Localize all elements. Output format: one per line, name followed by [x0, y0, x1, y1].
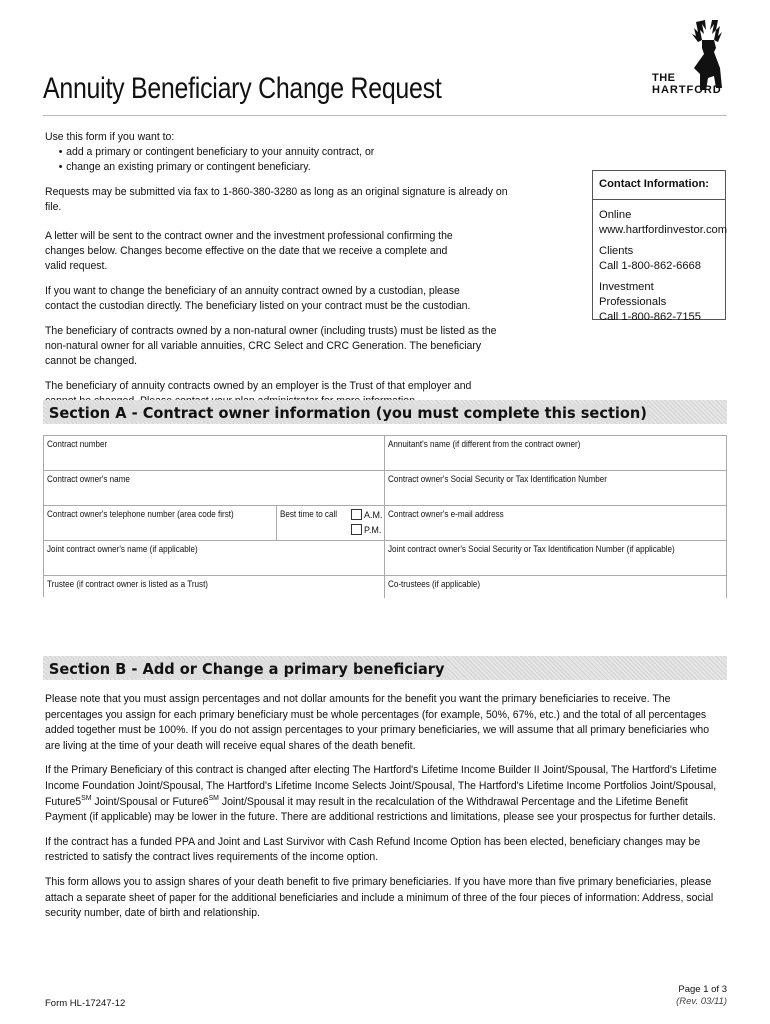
section-b-title: Section B - Add or Change a primary beneficiary — [46, 660, 447, 678]
contact-heading: Contact Information: — [599, 178, 710, 190]
pm-option[interactable] — [351, 524, 381, 535]
trustee-label: Trustee (if contract owner is listed as a Trust) — [47, 579, 209, 589]
contract-number-label: Contract number — [47, 439, 108, 449]
co-trustees-field[interactable] — [385, 576, 727, 598]
best-time-label: Best time to call — [280, 509, 338, 519]
intro-paragraph-fax: Requests may be submitted via fax to 1-860-380-3280 as long as an original signature is already on file. — [45, 186, 508, 213]
lifetime-text-b: Joint/Spousal or Future6 — [91, 795, 209, 808]
am-option[interactable] — [351, 509, 383, 520]
pm-checkbox[interactable] — [351, 524, 362, 535]
section-b-paragraph-five-beneficiaries: This form allows you to assign shares of your death benefit to five primary beneficiaries. If you have more than five primary beneficiaries, please attach a separate sheet of paper for the additional beneficiaries and include a minimum of three of the four pieces of information: Address, social security number, date of birth and relationship. — [45, 875, 714, 920]
title-divider — [43, 115, 727, 116]
owner-ssn-label: Contract owner's Social Security or Tax Identification Number — [388, 474, 607, 484]
section-a-title: Section A - Contract owner information (you must complete this section) — [46, 404, 650, 422]
lifetime-text-a: If the Primary Beneficiary of this contract is changed after electing The Hartford's Lifetime Income Builder II Joint/Spousal, The Hartford's Lifetime Income Foundation Joint/Spousal, The Hartford's Lifetime Income Selects Joint/Spousal, The Hartford's Lifetime Income Portfolios Joint/Spousal, Future5 — [45, 764, 717, 808]
intro-block — [45, 130, 514, 419]
contact-clients — [599, 244, 719, 274]
annuitant-name-field[interactable] — [385, 436, 727, 471]
section-a-form — [43, 435, 727, 597]
owner-phone-label: Contract owner's telephone number (area code first) — [47, 509, 234, 519]
am-checkbox[interactable] — [351, 509, 362, 520]
intro-bullet: • add a primary or contingent beneficiary to your annuity contract, or — [45, 145, 514, 160]
owner-phone-field[interactable] — [44, 506, 277, 541]
page-title: Annuity Beneficiary Change Request — [43, 72, 442, 105]
intro-bullets — [45, 145, 514, 175]
page-number: Page 1 of 3 — [678, 984, 727, 995]
joint-owner-name-label: Joint contract owner's name (if applicable) — [47, 544, 198, 554]
section-b-paragraph-percentages: Please note that you must assign percentages and not dollar amounts for the benefit you want the primary beneficiaries to receive. The percentages you assign for each primary beneficiary must be whole percentages (for example, 50%, 67%, etc.) and the total of all percentages added together must be 100%. If you do not assign percentages to your primary beneficiaries, we will assume that all primary beneficiaries who are living at the time of your death will receive equal shares of the death benefit. — [45, 693, 710, 752]
revision-date: (Rev. 03/11) — [676, 996, 727, 1007]
intro-bullet: • change an existing primary or contingent beneficiary. — [45, 160, 514, 175]
pm-label: P.M. — [364, 525, 382, 535]
annuitant-name-label: Annuitant's name (if different from the contract owner) — [388, 439, 581, 449]
contact-clients-phone: Call 1-800-862-6668 — [599, 260, 701, 272]
owner-name-field[interactable] — [44, 471, 385, 506]
owner-email-field[interactable] — [385, 506, 727, 541]
am-label: A.M. — [364, 510, 383, 520]
contact-clients-label: Clients — [599, 245, 634, 257]
contact-professionals-phone: Call 1-800-862-7155 — [599, 311, 701, 323]
section-a-header — [43, 400, 727, 424]
intro-paragraph-non-natural: The beneficiary of contracts owned by a non-natural owner (including trusts) must be listed as the non-natural owner for all variable annuities, CRC Select and CRC Generation. The beneficiary cannot be changed. — [45, 325, 497, 367]
service-mark: SM — [81, 792, 92, 802]
section-b-paragraph-lifetime-income — [45, 763, 727, 825]
section-b-paragraph-ppa: If the contract has a funded PPA and Joint and Last Survivor with Cash Refund Income Option has been elected, beneficiary changes may be restricted to satisfy the contract lives requirements of the income option. — [45, 835, 701, 864]
contract-number-field[interactable] — [44, 436, 385, 471]
joint-owner-name-field[interactable] — [44, 541, 385, 576]
contact-online-url[interactable]: www.hartfordinvestor.com — [599, 224, 728, 236]
owner-email-label: Contract owner's e-mail address — [388, 509, 504, 519]
intro-paragraph-letter: A letter will be sent to the contract owner and the investment professional confirming the changes below. Changes become effective on the date that we receive a complete and valid request. — [45, 230, 453, 272]
intro-paragraph-employer: The beneficiary of annuity contracts owned by an employer is the Trust of that employer and — [45, 380, 472, 392]
intro-lead: Use this form if you want to: — [45, 131, 175, 143]
section-b-header — [43, 656, 727, 680]
lifetime-text-c: Joint/Spousal it may result in the recalculation of the Withdrawal Percentage and the Lifetime Benefit Payment (if applicable) may be lower in the future. There are additional restrictions and limitations, please see your prospectus for further details. — [45, 795, 716, 824]
form-id: Form HL-17247-12 — [45, 998, 126, 1009]
section-b-body — [45, 692, 727, 931]
service-mark: SM — [208, 792, 219, 802]
contact-professionals-label: Investment Professionals — [599, 281, 667, 308]
page-info — [676, 984, 727, 1008]
joint-owner-ssn-label: Joint contract owner's Social Security or Tax Identification Number (if applicable) — [388, 544, 675, 554]
best-time-field — [277, 506, 385, 541]
contact-divider — [593, 199, 725, 200]
trustee-field[interactable] — [44, 576, 385, 598]
co-trustees-label: Co-trustees (if applicable) — [388, 579, 481, 589]
contact-online — [599, 208, 728, 238]
contact-info-box — [592, 170, 728, 323]
contact-online-label: Online — [599, 209, 632, 221]
logo-wordmark-the: THE — [652, 72, 676, 84]
owner-name-label: Contract owner's name — [47, 474, 130, 484]
joint-owner-ssn-field[interactable] — [385, 541, 727, 576]
intro-paragraph-custodian: If you want to change the beneficiary of an annuity contract owned by a custodian, please contact the custodian directly. The beneficiary listed on your contract must be the custodian. — [45, 285, 471, 312]
owner-ssn-field[interactable] — [385, 471, 727, 506]
contact-professionals — [599, 280, 719, 325]
logo-wordmark-hartford: HARTFORD — [652, 84, 722, 96]
